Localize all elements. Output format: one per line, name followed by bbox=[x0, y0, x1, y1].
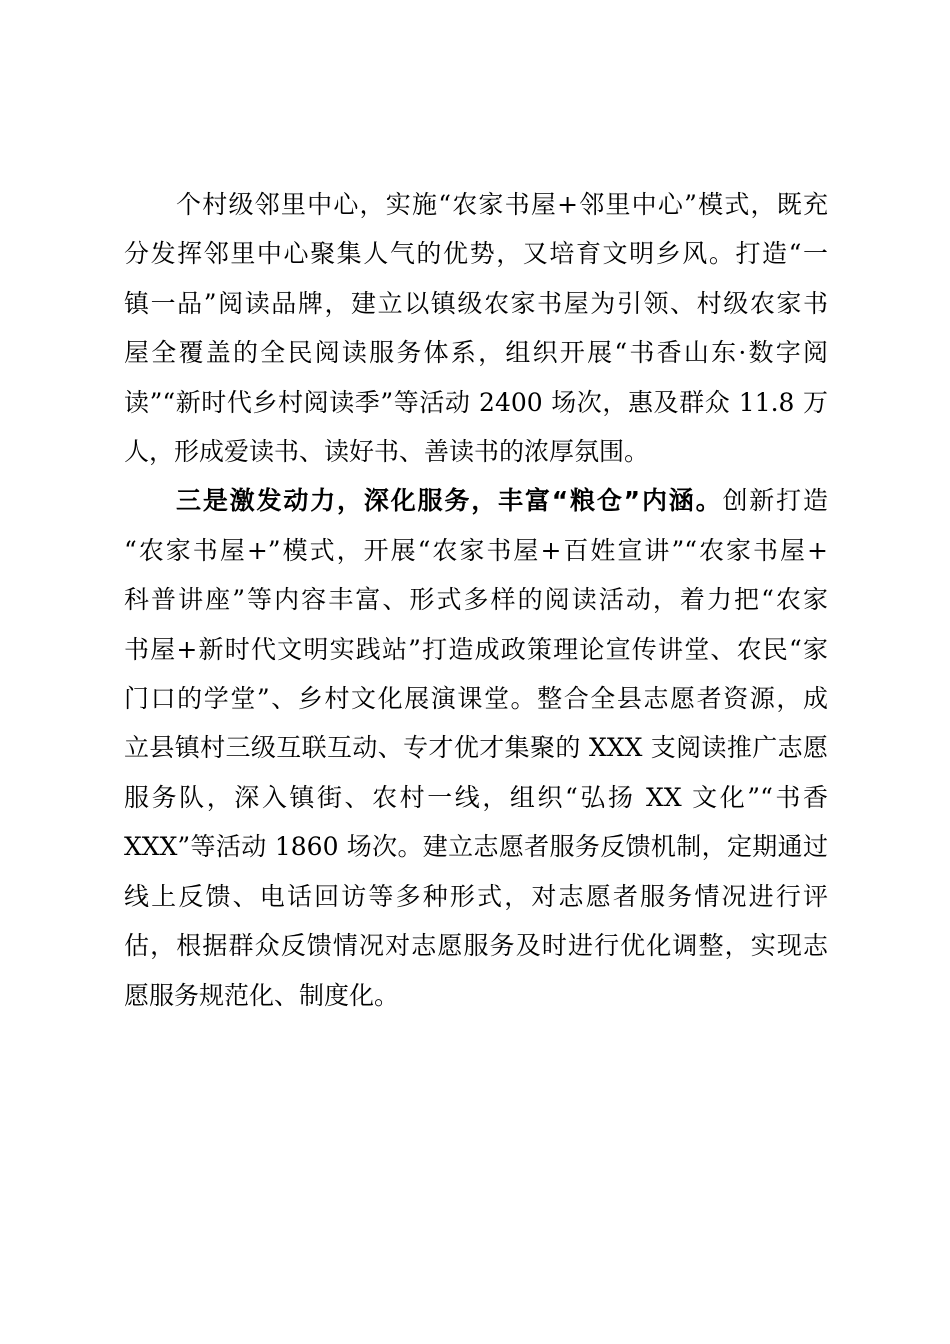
text-line: 立县镇村三级互联互动、专才优才集聚的 XXX 支阅读推广志愿 bbox=[124, 733, 828, 763]
paragraph-1 bbox=[124, 180, 828, 476]
paragraph-2 bbox=[124, 476, 828, 1019]
text-line: 分发挥邻里中心聚集人气的优势，又培育文明乡风。打造“一 bbox=[124, 239, 828, 269]
text-line: 人，形成爱读书、读好书、善读书的浓厚氛围。 bbox=[124, 437, 650, 467]
text-line: 门口的学堂”、乡村文化展演课堂。整合全县志愿者资源，成 bbox=[124, 684, 828, 714]
text-line: XXX”等活动 1860 场次。建立志愿者服务反馈机制，定期通过 bbox=[124, 832, 828, 862]
text-line: 服务队，深入镇街、农村一线，组织“弘扬 XX 文化”“书香 bbox=[124, 782, 828, 812]
document-body bbox=[124, 180, 828, 1020]
text-line: 读”“新时代乡村阅读季”等活动 2400 场次，惠及群众 11.8 万 bbox=[124, 387, 828, 417]
text-line: 估，根据群众反馈情况对志愿服务及时进行优化调整，实现志 bbox=[124, 931, 828, 961]
text-line: 书屋+新时代文明实践站”打造成政策理论宣传讲堂、农民“家 bbox=[124, 634, 828, 664]
text-line: 线上反馈、电话回访等多种形式，对志愿者服务情况进行评 bbox=[124, 881, 828, 911]
text-line: 屋全覆盖的全民阅读服务体系，组织开展“书香山东·数字阅 bbox=[124, 338, 828, 368]
text-line-lead bbox=[124, 476, 828, 525]
paragraph-heading: 三是激发动力，深化服务，丰富“粮仓”内涵。 bbox=[176, 486, 723, 516]
lead-line-rest: 创新打造 bbox=[722, 486, 828, 516]
text-line: 个村级邻里中心，实施“农家书屋+邻里中心”模式，既充 bbox=[176, 190, 828, 219]
text-line: 愿服务规范化、制度化。 bbox=[124, 980, 400, 1010]
text-line: 镇一品”阅读品牌，建立以镇级农家书屋为引领、村级农家书 bbox=[124, 288, 828, 318]
text-line: “农家书屋+”模式，开展“农家书屋+百姓宣讲”“农家书屋+ bbox=[124, 535, 828, 565]
text-line: 科普讲座”等内容丰富、形式多样的阅读活动，着力把“农家 bbox=[124, 585, 828, 615]
